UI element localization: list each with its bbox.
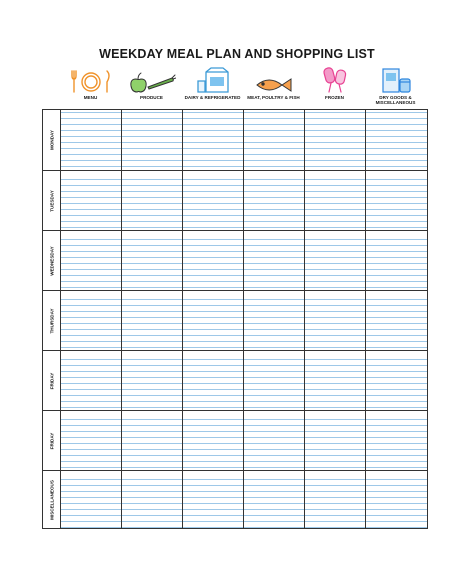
row-label: MONDAY (49, 130, 54, 150)
utensils-icon (60, 66, 121, 94)
cell-dairy[interactable] (183, 351, 244, 410)
day-row-wednesday (43, 231, 427, 291)
cell-dairy[interactable] (183, 411, 244, 470)
cell-menu[interactable] (61, 291, 122, 350)
cell-dairy[interactable] (183, 171, 244, 230)
row-label: FRIDAY (49, 432, 54, 449)
row-label: TUESDAY (49, 189, 54, 212)
cell-dry-goods[interactable] (366, 231, 427, 290)
day-row-monday (43, 110, 427, 171)
column-header-meat (243, 66, 304, 110)
popsicle-icon (304, 66, 365, 94)
cell-meat[interactable] (244, 471, 305, 528)
cell-dry-goods[interactable] (366, 110, 427, 170)
cell-dairy[interactable] (183, 110, 244, 170)
cell-frozen[interactable] (305, 171, 366, 230)
cell-meat[interactable] (244, 171, 305, 230)
cell-frozen[interactable] (305, 231, 366, 290)
day-row-miscellaneous (43, 471, 427, 528)
cell-meat[interactable] (244, 231, 305, 290)
cell-meat[interactable] (244, 411, 305, 470)
cell-dry-goods[interactable] (366, 171, 427, 230)
cell-frozen[interactable] (305, 291, 366, 350)
column-label: DAIRY & REFRIGERATED (184, 95, 241, 100)
meal-plan-grid (42, 109, 428, 529)
cell-frozen[interactable] (305, 351, 366, 410)
column-headers (0, 0, 474, 110)
cell-produce[interactable] (122, 471, 183, 528)
cell-frozen[interactable] (305, 110, 366, 170)
cell-menu[interactable] (61, 471, 122, 528)
cell-dairy[interactable] (183, 231, 244, 290)
row-label: THURSDAY (49, 307, 54, 334)
cell-dry-goods[interactable] (366, 351, 427, 410)
cell-produce[interactable] (122, 171, 183, 230)
cell-dry-goods[interactable] (366, 291, 427, 350)
column-header-frozen (304, 66, 365, 110)
cell-produce[interactable] (122, 411, 183, 470)
cell-meat[interactable] (244, 351, 305, 410)
cell-menu[interactable] (61, 171, 122, 230)
milk-carton-icon (182, 66, 243, 94)
fish-icon (243, 66, 304, 94)
column-label: MEAT, POULTRY & FISH (247, 95, 300, 100)
column-label: DRY GOODS & MISCELLANEOUS (375, 95, 416, 106)
cell-meat[interactable] (244, 110, 305, 170)
column-label: FROZEN (325, 95, 344, 100)
cell-meat[interactable] (244, 291, 305, 350)
cell-frozen[interactable] (305, 411, 366, 470)
day-row-friday (43, 351, 427, 411)
box-can-icon (365, 66, 426, 94)
column-header-dry-goods (365, 66, 426, 110)
column-header-dairy (182, 66, 243, 110)
cell-frozen[interactable] (305, 471, 366, 528)
cell-produce[interactable] (122, 231, 183, 290)
day-row-thursday (43, 291, 427, 351)
column-label: MENU (83, 95, 98, 100)
cell-dairy[interactable] (183, 471, 244, 528)
column-header-menu (60, 66, 121, 110)
cell-produce[interactable] (122, 291, 183, 350)
column-label: PRODUCE (140, 95, 163, 100)
column-header-produce (121, 66, 182, 110)
cell-menu[interactable] (61, 411, 122, 470)
day-row-friday-2 (43, 411, 427, 471)
day-row-tuesday (43, 171, 427, 231)
cell-produce[interactable] (122, 110, 183, 170)
cell-produce[interactable] (122, 351, 183, 410)
row-label: MISCELLANEOUS (49, 479, 54, 520)
cell-dry-goods[interactable] (366, 471, 427, 528)
row-label: FRIDAY (49, 372, 54, 389)
apple-carrot-icon (121, 66, 182, 94)
cell-menu[interactable] (61, 351, 122, 410)
row-label: WEDNESDAY (49, 245, 54, 276)
cell-menu[interactable] (61, 231, 122, 290)
cell-menu[interactable] (61, 110, 122, 170)
cell-dairy[interactable] (183, 291, 244, 350)
page-title: WEEKDAY MEAL PLAN AND SHOPPING LIST (99, 47, 375, 61)
cell-dry-goods[interactable] (366, 411, 427, 470)
